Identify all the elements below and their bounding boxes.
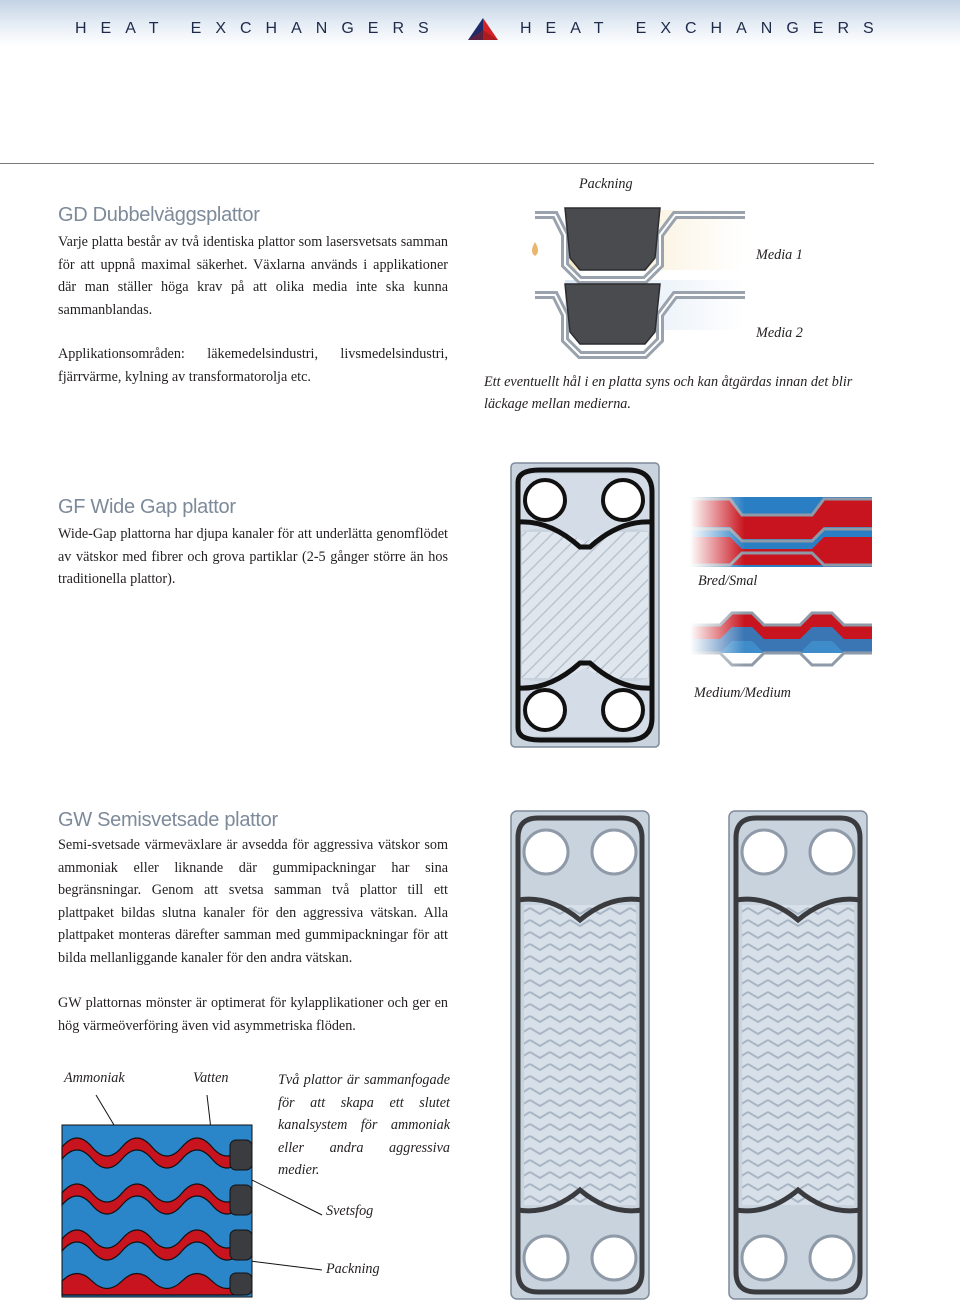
label-media-1: Media 1 bbox=[756, 247, 803, 263]
gf-paragraph-1: Wide-Gap plattorna har djupa kanaler för att underlätta genomflödet av vätskor med fibrer och grova partiklar (2-5 gånger större än hos traditionella plattor). bbox=[58, 526, 448, 587]
gd-title: GD Dubbelväggsplattor bbox=[58, 204, 260, 226]
label-media-2: Media 2 bbox=[756, 325, 803, 341]
gd-diagram-caption: Ett eventuellt hål i en platta syns och kan åtgärdas innan det blir läckage mellan medierna. bbox=[484, 374, 853, 412]
semi-welded-channel-diagram bbox=[62, 1085, 332, 1300]
medium-medium-channel-diagram bbox=[690, 607, 872, 673]
gw-plate-image-left bbox=[510, 810, 650, 1300]
gd-paragraph-2: Applikationsområden: läkemedelsindustri, livsmedelsindustri, fjärrvärme, kylning av transformatorolja etc. bbox=[58, 346, 448, 385]
gw-diagram-note: Två plattor är sammanfogade för att skapa ett slutet kanalsystem för ammoniak eller andra aggressiva medier. bbox=[278, 1072, 450, 1178]
label-medium-medium: Medium/Medium bbox=[694, 685, 791, 701]
company-logo bbox=[466, 16, 500, 42]
gw-paragraph-1: Semi-svetsade värmeväxlare är avsedda för aggressiva vätskor som ammoniak eller liknande där gummipackningar har sina begränsningar. Genom att svetsa samman två plattor till ett plattpaket bildas slutna kanaler för den aggressiva vätskan. Alla plattpaket monteras därefter samman med gummipackningar för att bilda mellanliggande kanaler för den andra vätskan. bbox=[58, 837, 448, 966]
label-packning-bottom: Packning bbox=[326, 1261, 380, 1277]
header-title-left: HEAT EXCHANGERS bbox=[75, 20, 443, 37]
header-title-right: HEAT EXCHANGERS bbox=[520, 20, 888, 37]
gw-plate-image-right bbox=[728, 810, 868, 1300]
label-bred-smal: Bred/Smal bbox=[698, 573, 758, 589]
gd-paragraph-1: Varje platta består av två identiska plattor som lasersvetsats samman för att uppnå maximal säkerhet. Växlarna används i applikationer där man ställer höga krav på att olika media inte ska kunna sammanblandas. bbox=[58, 234, 448, 318]
label-packning-top: Packning bbox=[579, 176, 633, 192]
label-ammoniak: Ammoniak bbox=[64, 1070, 125, 1086]
label-svetsfog: Svetsfog bbox=[326, 1203, 374, 1219]
bred-smal-channel-diagram bbox=[690, 497, 872, 567]
wide-gap-plate-image bbox=[510, 462, 660, 748]
page-header bbox=[0, 0, 960, 46]
gw-title: GW Semisvetsade plattor bbox=[58, 809, 278, 831]
label-vatten: Vatten bbox=[193, 1070, 229, 1086]
header-rule bbox=[0, 163, 874, 164]
gf-title: GF Wide Gap plattor bbox=[58, 496, 236, 518]
gw-paragraph-2: GW plattornas mönster är optimerat för kylapplikationer och ger en hög värmeöverföring även vid asymmetriska flöden. bbox=[58, 995, 448, 1034]
double-wall-diagram bbox=[525, 170, 875, 370]
